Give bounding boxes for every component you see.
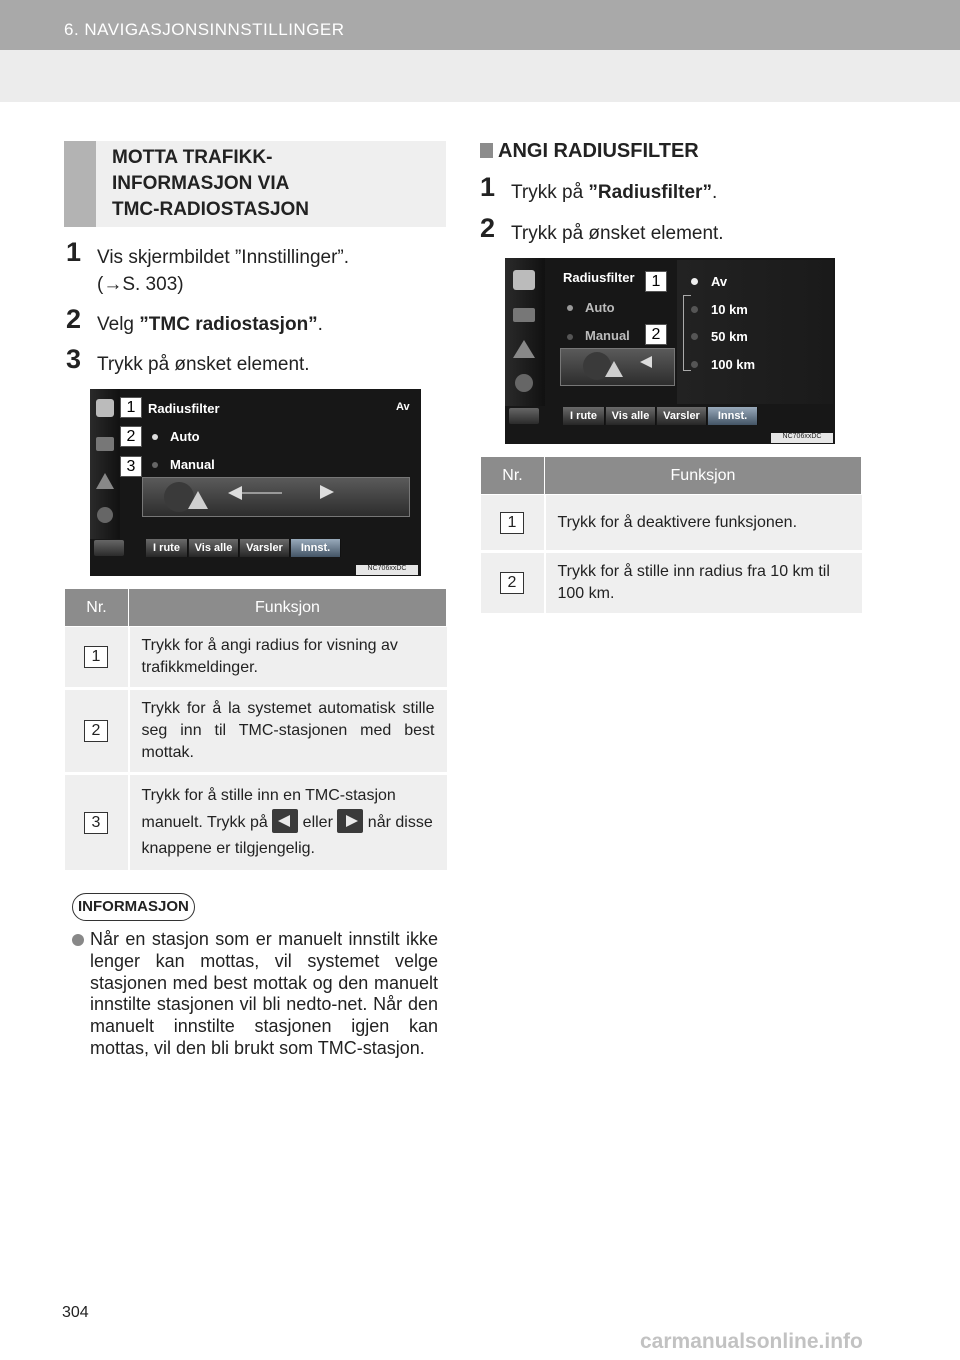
row-text: Trykk for å deaktivere funksjonen. [545, 495, 862, 552]
step-text: Vis skjermbildet ”Innstillinger”. [97, 247, 350, 268]
column-header-funksjon: Funksjon [129, 589, 447, 627]
screen-title: Radiusfilter [563, 270, 635, 285]
page-reference: (→S. 303) [97, 274, 184, 295]
table-row [481, 552, 862, 615]
marker-1: 1 [645, 271, 667, 292]
tab-i-rute[interactable]: I rute [146, 539, 188, 557]
page-number: 304 [62, 1304, 89, 1321]
page-header [0, 0, 960, 50]
traffic-icon [515, 374, 533, 392]
section-title: MOTTA TRAFIKK- INFORMASJON VIA TMC-RADIOSTASJON [112, 147, 310, 220]
warning-triangle-icon [188, 491, 208, 509]
radius-option-10km[interactable]: 10 km [711, 302, 748, 317]
table-row [65, 689, 447, 774]
table-row [481, 495, 862, 552]
table-row [65, 627, 447, 689]
info-text-block [72, 929, 438, 1060]
next-station-button[interactable] [320, 485, 334, 499]
marker-1: 1 [120, 397, 142, 418]
header-band [0, 50, 960, 102]
warning-triangle-icon [605, 361, 623, 377]
row-number: 3 [84, 812, 108, 834]
right-arrow-icon [337, 809, 363, 833]
back-button[interactable] [509, 408, 539, 424]
prev-station-button[interactable] [228, 486, 242, 500]
bracket-line [683, 295, 691, 371]
function-table-right [480, 456, 862, 616]
row-text: Trykk for å la systemet automatisk stille seg inn til TMC-stasjonen med best mottak. [129, 689, 447, 774]
step-text: Trykk på ønsket element. [97, 354, 310, 375]
option-auto[interactable]: Auto [170, 429, 200, 444]
traffic-icon [97, 507, 113, 523]
section-heading: ANGI RADIUSFILTER [480, 140, 699, 163]
marker-2: 2 [120, 426, 142, 447]
option-manual[interactable]: Manual [170, 457, 215, 472]
row-number: 1 [84, 646, 108, 668]
radio-dot-auto [567, 305, 573, 311]
column-header-funksjon: Funksjon [545, 457, 862, 495]
tab-vis-alle[interactable]: Vis alle [189, 539, 239, 557]
info-text: Når en stasjon som er manuelt innstilt ikke lenger kan mottas, vil systemet velge stasjonen med best mottak og den manuelt innstilte stasjonen vil bli nedto-net. Når den manuelt innstilte stasjonen igjen kan mottas, vil den bli brukt som TMC-stasjon. [90, 929, 438, 1058]
column-header-nr: Nr. [65, 589, 129, 627]
radius-options-panel [677, 260, 833, 404]
row-number: 1 [500, 512, 524, 534]
radius-option-av[interactable]: Av [711, 274, 728, 289]
bullet-icon [72, 934, 84, 946]
step-keyword: ”Radiusfilter” [588, 182, 712, 203]
function-table-left [64, 588, 447, 873]
radius-option-50km[interactable]: 50 km [711, 329, 748, 344]
watermark: carmanualsonline.info [640, 1330, 863, 1353]
prev-station-button[interactable] [640, 356, 652, 368]
tab-vis-alle[interactable]: Vis alle [606, 407, 656, 425]
radius-option-100km[interactable]: 100 km [711, 357, 756, 372]
section-title-box [64, 141, 446, 227]
screen-radius-filter [505, 258, 835, 444]
radio-dot-manual [152, 462, 158, 468]
marker-3: 3 [120, 456, 142, 477]
tab-varsler[interactable]: Varsler [240, 539, 290, 557]
radio-dot-manual [567, 334, 573, 340]
tab-i-rute[interactable]: I rute [563, 407, 605, 425]
step-number: 2 [480, 213, 496, 243]
back-button[interactable] [94, 540, 124, 556]
step-text: Trykk på ønsket element. [511, 223, 724, 244]
image-code: NC706xxDC [771, 433, 833, 443]
radio-dot-50km [691, 333, 698, 340]
left-arrow-icon [272, 809, 298, 833]
radio-dot-100km [691, 361, 698, 368]
marker-2: 2 [645, 324, 667, 345]
step-number: 1 [480, 172, 496, 202]
row-text: Trykk for å stille inn en TMC-stasjon manuelt. Trykk på eller når disse knappene er tilgjengelig. [129, 774, 447, 872]
row-text: Trykk for å angi radius for visning av trafikkmeldinger. [129, 627, 447, 689]
image-code: NC706xxDC [356, 565, 418, 575]
radio-dot-auto [152, 434, 158, 440]
row-number: 2 [500, 572, 524, 594]
row-text: Trykk for å stille inn radius fra 10 km til 100 km. [545, 552, 862, 615]
list-icon [513, 308, 535, 322]
settings-icon [96, 399, 114, 417]
screen-title: Radiusfilter [148, 401, 220, 416]
warning-icon [96, 473, 114, 489]
table-row [65, 774, 447, 872]
column-header-nr: Nr. [481, 457, 545, 495]
heading-square-icon [480, 143, 493, 158]
info-label: INFORMASJON [72, 893, 195, 921]
option-manual[interactable]: Manual [585, 328, 630, 343]
screen-tmc-station [90, 389, 421, 576]
screen-corner-status: Av [396, 401, 410, 413]
step-number: 3 [66, 344, 82, 374]
warning-icon [513, 340, 535, 358]
tab-varsler[interactable]: Varsler [657, 407, 707, 425]
step-number: 2 [66, 304, 82, 334]
step-number: 1 [66, 237, 82, 267]
radio-dot-av [691, 278, 698, 285]
step-keyword: ”TMC radiostasjon” [139, 314, 318, 335]
chapter-title: 6. NAVIGASJONSINNSTILLINGER [64, 20, 345, 39]
settings-icon [513, 270, 535, 290]
option-auto[interactable]: Auto [585, 300, 615, 315]
radio-dot-10km [691, 306, 698, 313]
tab-innst[interactable]: Innst. [291, 539, 341, 557]
list-icon [96, 437, 114, 451]
tab-innst[interactable]: Innst. [708, 407, 758, 425]
row-number: 2 [84, 720, 108, 742]
